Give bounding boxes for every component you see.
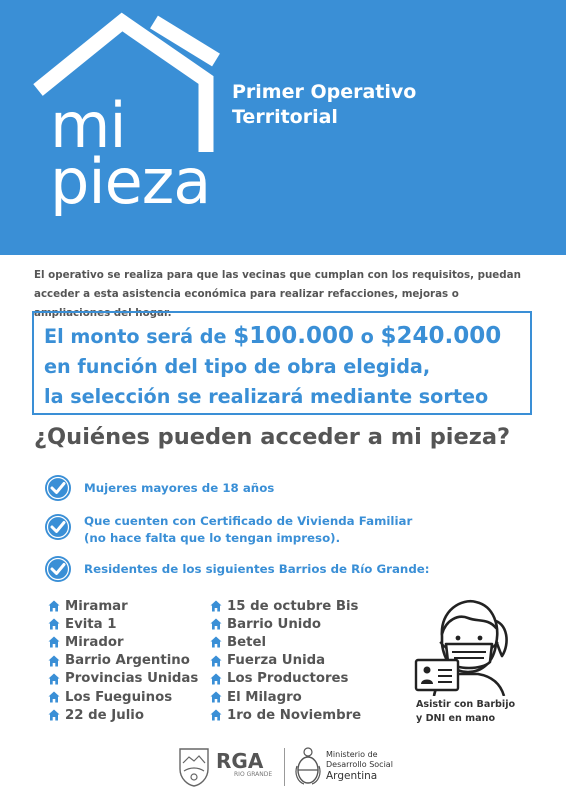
eligibility-heading: ¿Quiénes pueden acceder a mi pieza? bbox=[34, 424, 511, 450]
rga-wordmark: RGA bbox=[216, 749, 264, 773]
requirement-text bbox=[84, 561, 430, 578]
home-icon bbox=[48, 673, 60, 685]
barrio-item bbox=[48, 688, 198, 706]
logo-line-pieza: pieza bbox=[50, 145, 211, 218]
home-icon bbox=[48, 600, 60, 612]
logo-line-mi: mi bbox=[50, 89, 126, 162]
reminder-line-2: y DNI en mano bbox=[416, 713, 496, 724]
requirement-text bbox=[84, 480, 274, 497]
barrio-item bbox=[210, 670, 361, 688]
rga-logo bbox=[216, 751, 272, 779]
footer-divider bbox=[284, 748, 285, 786]
home-icon bbox=[48, 618, 60, 630]
home-icon bbox=[210, 673, 222, 685]
home-icon bbox=[210, 636, 222, 648]
reminder-text bbox=[416, 698, 515, 726]
barrio-name: Barrio Argentino bbox=[65, 653, 190, 669]
barrio-item bbox=[210, 706, 361, 724]
barrios-list-col1 bbox=[48, 597, 198, 724]
requirement-line: Mujeres mayores de 18 años bbox=[84, 481, 275, 495]
barrio-name: Evita 1 bbox=[65, 616, 117, 632]
barrio-name: Fuerza Unida bbox=[227, 653, 326, 669]
home-icon bbox=[48, 709, 60, 721]
requirement-line: Que cuenten con Certificado de Vivienda Familiar bbox=[84, 514, 413, 528]
reminder-line-1: Asistir con Barbijo bbox=[416, 699, 516, 710]
home-icon bbox=[210, 691, 222, 703]
barrio-name: Betel bbox=[227, 634, 267, 650]
requirement-line: (no hace falta que lo tengan impreso). bbox=[84, 531, 341, 545]
barrio-item bbox=[48, 597, 198, 615]
home-icon bbox=[48, 636, 60, 648]
barrio-name: Miramar bbox=[65, 598, 128, 614]
home-icon bbox=[210, 655, 222, 667]
barrio-name: Los Fueguinos bbox=[65, 689, 173, 705]
municipal-seal-icon bbox=[176, 745, 212, 787]
barrio-item bbox=[48, 670, 198, 688]
home-icon bbox=[210, 618, 222, 630]
home-icon bbox=[48, 691, 60, 703]
barrio-name: Los Productores bbox=[227, 671, 349, 687]
intro-paragraph: El operativo se realiza para que las vecinas que cumplan con los requisitos, puedan acceder a esta asistencia económica para realizar refacciones, mejoras o ampliaciones del hogar. bbox=[34, 269, 521, 319]
ministry-logo bbox=[326, 750, 393, 783]
ministry-line-1: Ministerio de bbox=[326, 750, 378, 759]
home-icon bbox=[210, 709, 222, 721]
barrio-name: 15 de octubre Bis bbox=[227, 598, 359, 614]
id-card-icon bbox=[416, 660, 458, 690]
barrio-item bbox=[210, 633, 361, 651]
header-subtitle bbox=[232, 80, 416, 130]
requirement-item bbox=[44, 555, 430, 583]
ministry-line-2: Desarrollo Social bbox=[326, 760, 393, 769]
barrio-name: Provincias Unidas bbox=[65, 671, 199, 687]
barrio-item bbox=[210, 652, 361, 670]
check-circle-icon bbox=[44, 555, 72, 583]
check-circle-icon bbox=[44, 513, 72, 541]
amount-box bbox=[32, 311, 532, 415]
rga-subtitle: RIO GRANDE bbox=[234, 771, 273, 778]
subtitle-line-2: Territorial bbox=[232, 106, 338, 128]
header-banner bbox=[0, 0, 566, 255]
home-icon bbox=[48, 655, 60, 667]
barrio-name: El Milagro bbox=[227, 689, 302, 705]
woman-mask-icon bbox=[412, 592, 522, 696]
amount-line-1 bbox=[44, 321, 530, 352]
barrio-name: 22 de Julio bbox=[65, 707, 144, 723]
barrio-item bbox=[210, 615, 361, 633]
check-circle-icon bbox=[44, 474, 72, 502]
amount-line-3: la selección se realizará mediante sorteo bbox=[44, 385, 489, 408]
ministry-country: Argentina bbox=[326, 770, 378, 782]
barrio-item bbox=[210, 597, 361, 615]
subtitle-line-1: Primer Operativo bbox=[232, 81, 417, 103]
barrio-item bbox=[48, 652, 198, 670]
amount-value-1: $100.000 bbox=[233, 323, 354, 349]
amount-line-2: en función del tipo de obra elegida, bbox=[44, 355, 431, 378]
requirement-line: Residentes de los siguientes Barrios de Río Grande: bbox=[84, 562, 430, 576]
barrio-item bbox=[210, 688, 361, 706]
amount-value-2: $240.000 bbox=[380, 323, 502, 349]
barrio-name: 1ro de Noviembre bbox=[227, 707, 362, 723]
requirement-text bbox=[84, 513, 412, 547]
amount-connector: o bbox=[353, 325, 381, 348]
barrio-item bbox=[48, 633, 198, 651]
barrios-list-col2 bbox=[210, 597, 361, 724]
logo-wordmark bbox=[50, 89, 211, 218]
requirement-item bbox=[44, 513, 412, 547]
barrio-item bbox=[48, 615, 198, 633]
amount-prefix: El monto será de bbox=[44, 325, 234, 348]
barrio-item bbox=[48, 706, 198, 724]
barrio-name: Mirador bbox=[65, 634, 124, 650]
national-coat-of-arms-icon bbox=[294, 746, 322, 786]
barrio-name: Barrio Unido bbox=[227, 616, 322, 632]
home-icon bbox=[210, 600, 222, 612]
requirement-item bbox=[44, 474, 274, 502]
